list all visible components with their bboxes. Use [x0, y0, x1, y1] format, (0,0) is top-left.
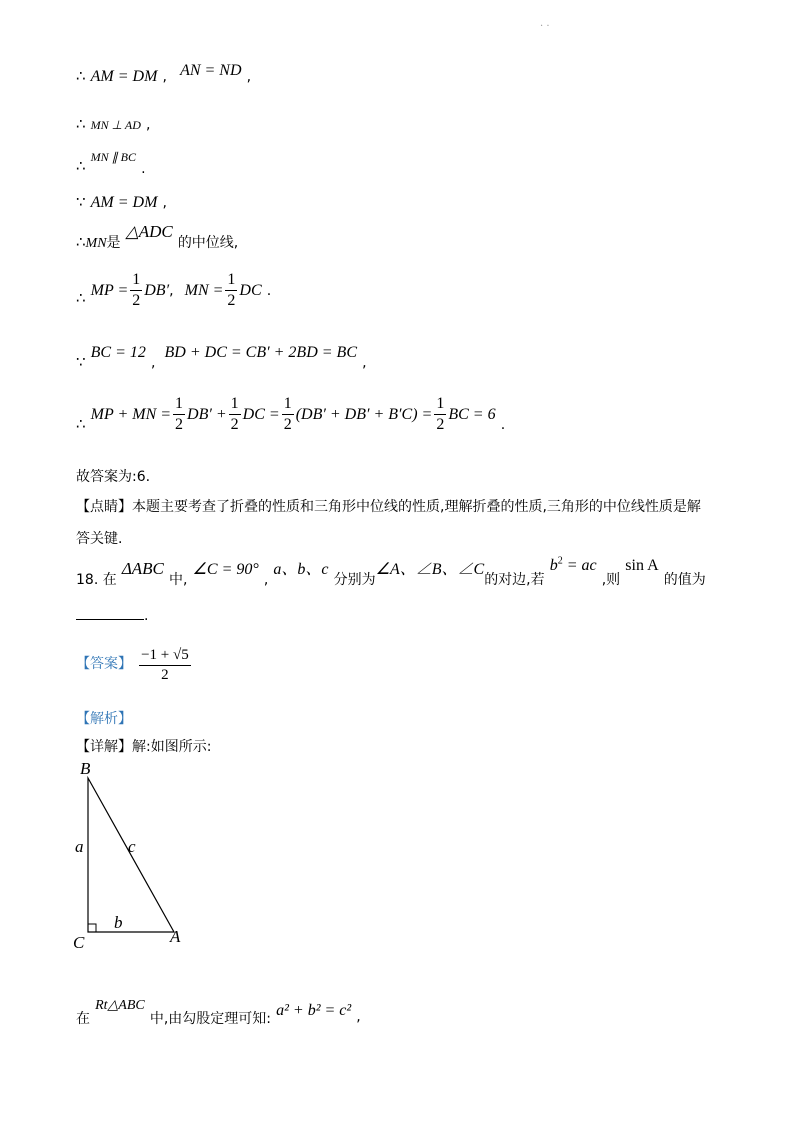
q18-angle-c: ∠C = 90°: [192, 561, 259, 578]
line-1: [76, 62, 252, 86]
term-paren: (DB′ + DB′ + B′C) =: [295, 406, 433, 423]
therefore-symbol: ∴: [76, 67, 86, 85]
pythagoras-eq: a² + b² = c²: [276, 1002, 352, 1019]
q18-zhong: 中,: [169, 572, 188, 588]
dc: DC: [239, 282, 262, 299]
blank-line: [76, 619, 144, 620]
q18-fenbie: 分别为: [333, 572, 376, 588]
q18-number: 18. 在: [76, 572, 117, 588]
last-line: [76, 994, 361, 1027]
q18-sides: a、b、c: [273, 561, 329, 578]
therefore-symbol: ∴: [76, 115, 86, 133]
term-result: BC = 6: [448, 406, 496, 423]
comment-line-2: 答关键.: [76, 531, 123, 547]
q18-condition: $b^2$ = ac: [549, 555, 597, 574]
separator: ,: [150, 355, 156, 371]
eq-an-nd: AN = ND: [180, 62, 242, 79]
therefore-symbol: ∴: [76, 233, 86, 251]
line-end: .: [266, 283, 272, 299]
q18-angles: ∠A、∠B、∠C: [375, 561, 485, 578]
q18-triangle: ΔABC: [121, 559, 164, 578]
q18-duibian: 的对边,若: [484, 572, 545, 588]
half-fraction: $\frac{1}{2}$: [436, 395, 445, 433]
detail-line: [76, 736, 211, 756]
half-fraction: $\frac{1}{2}$: [230, 395, 239, 433]
separator: ,: [162, 69, 167, 85]
q18-zhiwei: 的值为: [663, 572, 706, 588]
analysis-label: 【解析】: [76, 711, 132, 727]
vertex-c: C: [73, 933, 85, 952]
midline-text: 的中位线,: [177, 235, 239, 251]
therefore-symbol: ∴: [76, 289, 86, 307]
line-end: ,: [356, 1009, 361, 1025]
line-end: ,: [246, 69, 252, 85]
is-text: 是: [106, 235, 121, 251]
because-symbol: ∵: [76, 193, 86, 211]
half-fraction: $\frac{1}{2}$: [227, 271, 236, 309]
line-end: ,: [362, 355, 367, 371]
half-fraction: $\frac{1}{2}$: [175, 395, 184, 433]
mn-label: MN: [85, 236, 107, 251]
comment-text-1: 本题主要考查了折叠的性质和三角形中位线的性质,理解折叠的性质,三角形的中位线性质是解: [132, 499, 701, 515]
bd-dc-eq: BD + DC = CB′ + 2BD = BC: [164, 344, 357, 361]
vertex-b: B: [80, 760, 91, 778]
therefore-symbol: ∴: [76, 157, 86, 175]
line-4: [76, 192, 167, 212]
answer-label: 【答案】: [76, 656, 132, 672]
bc-eq-12: BC = 12: [90, 344, 146, 361]
separator: ,: [169, 283, 174, 299]
comment-label: 【点睛】: [76, 499, 132, 515]
zai-text: 在: [76, 1011, 90, 1027]
answer-denominator: 2: [161, 667, 169, 683]
db-prime: DB′: [144, 282, 170, 299]
line-5: [76, 222, 239, 251]
because-symbol: ∵: [76, 353, 86, 371]
corner-marks: . .: [540, 18, 550, 29]
line-end: ,: [145, 117, 151, 133]
line-3: [76, 146, 146, 177]
q18-comma: ,: [263, 572, 269, 588]
eq-am-dm-2: AM = DM: [90, 194, 158, 211]
eq-mn-perp-ad: MN ⊥ AD: [90, 118, 141, 132]
answer-fraction: [139, 648, 191, 683]
side-c: c: [128, 837, 136, 856]
vertex-a: A: [170, 927, 181, 946]
question-18: [76, 555, 706, 588]
detail-label: 【详解】: [76, 739, 132, 755]
half-fraction: $\frac{1}{2}$: [283, 395, 292, 433]
half-fraction: $\frac{1}{2}$: [132, 271, 141, 309]
mn-eq: MN =: [184, 282, 224, 299]
rt-triangle: Rt△ABC: [95, 998, 145, 1013]
side-b: b: [114, 913, 123, 932]
line-6: [76, 272, 271, 309]
comment-line-1: [76, 496, 701, 516]
line-end: .: [141, 161, 146, 177]
side-a: a: [75, 837, 84, 856]
line-end: .: [500, 417, 506, 433]
answer-line: 故答案为:6.: [76, 469, 151, 485]
term-dc: DC =: [242, 406, 280, 423]
answer-block: [76, 648, 193, 683]
eq-am-dm: AM = DM: [90, 68, 158, 85]
term-db: DB′ +: [187, 406, 227, 423]
line-end: ,: [162, 195, 167, 211]
q18-sin-a: sin A: [625, 557, 659, 574]
answer-numerator: −1 + √5: [139, 648, 191, 666]
right-angle-mark: [88, 924, 96, 932]
q18-ze: ,则: [601, 572, 621, 588]
triangle-figure: [70, 760, 200, 956]
triangle-adc: △ADC: [125, 222, 173, 241]
line-2: [76, 114, 150, 133]
detail-text: 解:如图所示:: [132, 739, 212, 755]
blank-end: .: [144, 608, 149, 624]
line-7: [76, 342, 367, 371]
sum-eq: MP + MN =: [90, 406, 172, 423]
mp-eq: MP =: [90, 282, 129, 299]
therefore-symbol: ∴: [76, 415, 86, 433]
line-8: [76, 396, 505, 433]
answer-blank: [76, 608, 148, 624]
eq-mn-parallel-bc: MN ∥ BC: [90, 150, 136, 164]
pythagoras-text: 中,由勾股定理可知:: [149, 1011, 272, 1027]
